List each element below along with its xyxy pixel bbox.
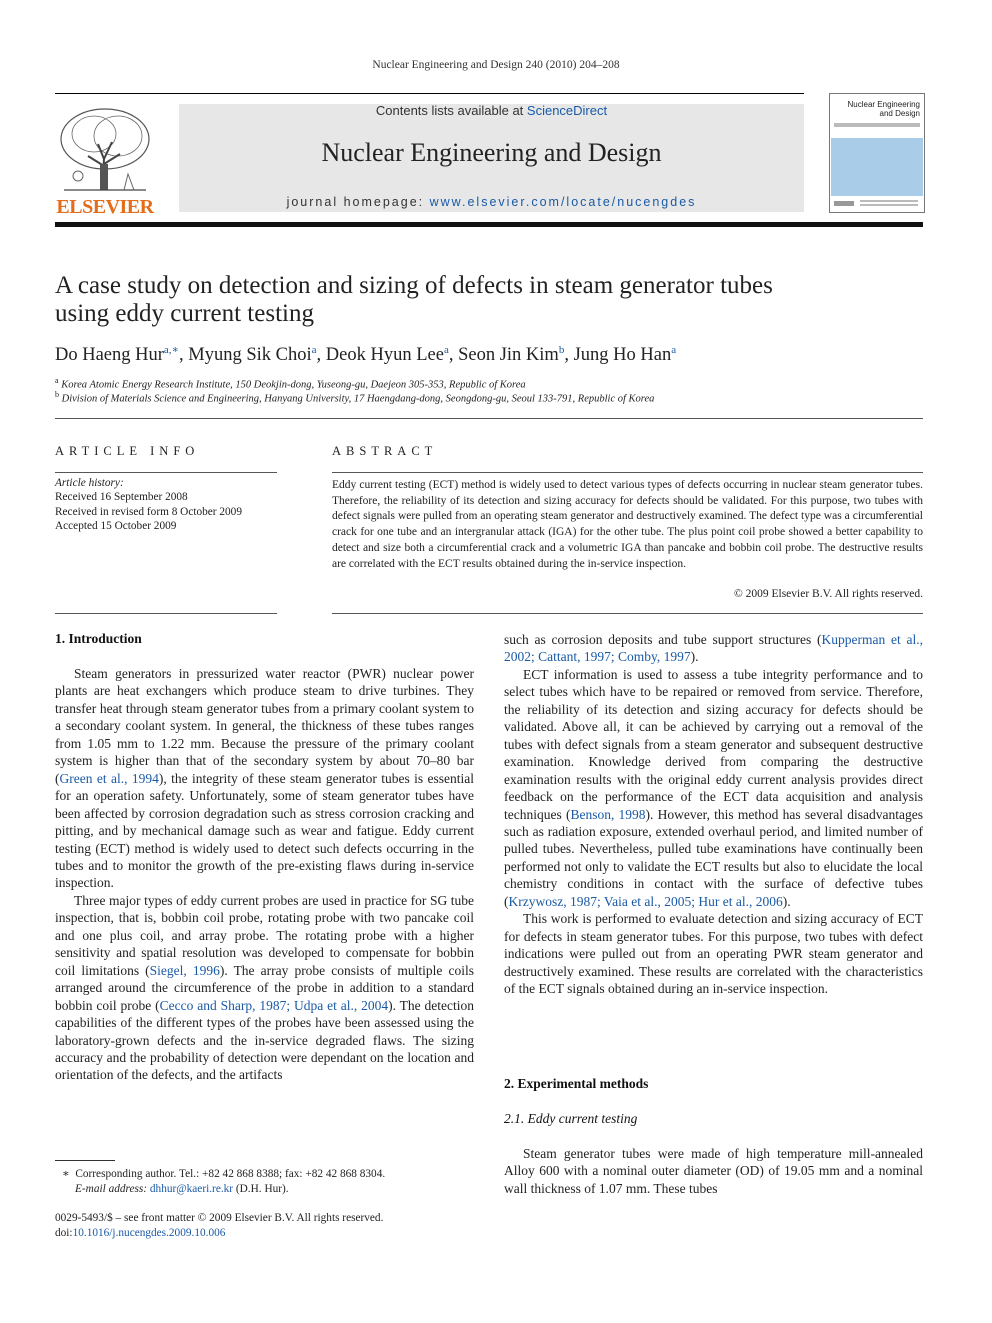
text: Steam generators in pressurized water reactor (PWR) nuclear power plants are heat exchangers which produce steam to drive turbines. They transfer heat through steam generator tubes from a primary coolant system to a secondary coolant system. In general, the thickness of these tubes ranges from 1.05 mm to 1.22 mm. Because the pressure of the primary coolant system is higher than that of the secondary system by about 70–80 bar ( (55, 666, 474, 786)
text: ). The array probe consists of multiple coils arranged around the circumference of the probe in addition to a standard bobbin coil probe ( (55, 962, 474, 1013)
article-history-label: Article history: (55, 477, 124, 489)
corresponding-author-note (62, 1167, 482, 1182)
author-affil-mark[interactable]: a (443, 344, 449, 356)
paragraph: Steam generator tubes were made of high temperature mill-annealed Alloy 600 with a nominal outer diameter (OD) of 19.05 mm and a nominal wall thickness of 1.07 mm. These tubes (504, 1146, 923, 1196)
running-head: Nuclear Engineering and Design 240 (2010) 204–208 (372, 59, 620, 71)
journal-name: Nuclear Engineering and Design (321, 138, 662, 167)
text: Three major types of eddy current probes are used in practice for SG tube inspection, that is, bobbin coil probe, rotating probe with two pancake coil and one plus coil, and array probe. The rotating probe with a higher sensitivity and spatial resolution was developed to compensate for bobbin coil limitations ( (55, 892, 474, 978)
author-list: Do Haeng Hur$^{a,∗}$, Myung Sik Choi$^a$, Deok Hyun Lee$^a$, Seon Jin Kim$^b$, Jung Ho Han$^a$ (55, 344, 677, 366)
citation-link[interactable]: Cecco and Sharp, 1987; Udpa et al., 2004 (159, 997, 389, 1013)
divider (55, 613, 277, 614)
cover-footer-line (860, 204, 918, 206)
citation-link[interactable]: Green et al., 1994 (59, 770, 159, 786)
right-column (504, 631, 923, 998)
author-name: Jung Ho Han (573, 345, 672, 366)
cover-logo-mark (834, 201, 854, 206)
text: ). (690, 649, 699, 665)
email-suffix: (D.H. Hur). (233, 1183, 289, 1195)
homepage-label: journal homepage: (286, 195, 430, 209)
author-affil-mark[interactable]: a (311, 344, 317, 356)
author-name: Seon Jin Kim (458, 345, 559, 366)
author-name: Deok Hyun Lee (325, 345, 444, 366)
cover-subtitle-bar (834, 123, 920, 127)
left-column (55, 665, 474, 1084)
doi-link[interactable]: 10.1016/j.nucengdes.2009.10.006 (72, 1227, 226, 1239)
author-affil-mark[interactable]: a,∗ (163, 344, 180, 356)
footnote-mark: ∗ (62, 1168, 70, 1180)
footnote-text: Corresponding author. Tel.: +82 42 868 8388; fax: +82 42 868 8304. (75, 1168, 386, 1180)
paragraph: This work is performed to evaluate detection and sizing accuracy of ECT for defects in steam generator tubes. For this purpose, two tubes with defect indications were pulled out from an operating PWR steam generator and destructively examined. These results are correlated with the characteristics of the ECT signals obtained during an in-service inspection. (504, 911, 923, 997)
abstract-copyright: © 2009 Elsevier B.V. All rights reserved. (734, 588, 923, 600)
abstract-text: Eddy current testing (ECT) method is widely used to detect various types of defects occurring in nuclear steam generator tubes. Therefore, the reliability of its detection and sizing accuracy for defects should be validated. For this purpose, two tubes with defect signals were pulled from an operating steam generator and destructively examined. The defect type was a circumferential crack for one tube and an intergranular attack (IGA) for the other tube. The plus point coil probe showed a better capability to detect and size both a circumferential crack and a volumetric IGA than pancake and bobbin coil probe. The destructive results are correlated with the ECT results obtained during the in-service inspection. (332, 479, 923, 570)
journal-cover-thumbnail (829, 93, 925, 213)
affiliation-text: Korea Atomic Energy Research Institute, 150 Deokjin-dong, Yuseong-gu, Daejeon 305-353, Republic of Korea (61, 379, 526, 391)
affiliation-text: Division of Materials Science and Engineering, Hanyang University, 17 Haengdang-dong, Seongdong-gu, Seoul 133-791, Republic of Korea (61, 393, 655, 405)
section-2-1-heading: 2.1. Eddy current testing (504, 1111, 638, 1126)
citation-link[interactable]: Siegel, 1996 (149, 962, 220, 978)
author-affil-mark[interactable]: b (558, 344, 565, 356)
contents-line (179, 103, 804, 118)
affiliation-mark: a (55, 376, 59, 385)
elsevier-wordmark: ELSEVIER (56, 196, 154, 218)
text: such as corrosion deposits and tube support structures ( (504, 632, 822, 647)
divider (332, 472, 923, 473)
article-info-heading: ARTICLE INFO (55, 444, 200, 458)
cover-footer-line (860, 200, 918, 202)
doi-line (55, 1226, 485, 1241)
article-title: A case study on detection and sizing of defects in steam generator tubes using eddy current testing (55, 272, 773, 327)
affiliation-mark: b (55, 390, 59, 399)
cover-image-block (831, 138, 923, 196)
text: ). The detection capabilities of the different types of the probes have been assessed using the laboratory-grown defects and the in-service degraded flaws. The sizing accuracy and the probability of detection were dependant on the location and orientation of the defects, and the artifacts (55, 997, 474, 1083)
section-1-heading: 1. Introduction (55, 631, 142, 646)
revised-date: Received in revised form 8 October 2009 (55, 506, 242, 518)
text: ). However, this method has several disadvantages such as radiation exposure, extended overhaul period, and limited number of pulled tubes. Nevertheless, pulled tube examinations have continually been performed not only to validate the ECT results but also to elucidate the local chemistry conditions in contact with the surface of defective tubes ( (504, 806, 923, 909)
doi-label: doi: (55, 1227, 73, 1239)
text: ). (782, 893, 791, 909)
divider (332, 613, 923, 614)
email-label: E-mail address: (75, 1183, 150, 1195)
abstract-heading: ABSTRACT (332, 444, 438, 458)
email-link[interactable]: dhhur@kaeri.re.kr (149, 1183, 234, 1195)
received-date: Received 16 September 2008 (55, 491, 188, 503)
email-note (75, 1182, 495, 1197)
text: ECT information is used to assess a tube integrity performance and to select tubes which have to be repaired or removed from service. Therefore, the reliability of its detection and sizing accuracy for defects should be validated. Above all, it can be achieved by carrying out a removal of the tubes with defect signals from a steam generator and subsequent destructive examination. Knowledge derived from comparing the destructive examination results with the original eddy current analysis provides direct feedback on the performance of the ECT data acquisition and analysis techniques ( (504, 666, 923, 822)
author-affil-mark[interactable]: a (671, 344, 677, 356)
citation-link[interactable]: Kupperman et al., 2002; Cattant, 1997; Comby, 1997 (504, 632, 923, 665)
contents-prefix: Contents lists available at (375, 103, 527, 118)
header-thick-rule (55, 222, 923, 227)
paragraph (55, 892, 474, 1084)
journal-homepage (179, 195, 804, 209)
divider (55, 472, 277, 473)
section-2-heading: 2. Experimental methods (504, 1076, 649, 1091)
accepted-date: Accepted 15 October 2009 (55, 520, 177, 532)
paragraph (55, 665, 474, 892)
text: ), the integrity of these steam generator tubes is essential for an operation safety. Unfortunately, some of steam generator tubes have been affected by corrosion degradation such as stress corrosion cracking and pitting, and by mechanical damage such as wear and fatigue. Eddy current testing (ECT) method is widely used to detect such defects occurring in the tubes and to monitor the growth of the pre-existing flaws during in-service inspection. (55, 770, 474, 891)
footnote-rule (55, 1160, 115, 1161)
homepage-link[interactable]: www.elsevier.com/locate/nucengdes (429, 195, 697, 209)
author-name: Do Haeng Hur (55, 345, 164, 366)
sciencedirect-link[interactable]: ScienceDirect (526, 103, 608, 118)
cover-title: Nuclear Engineering and Design (847, 100, 920, 118)
citation-link[interactable]: Krzywosz, 1987; Vaia et al., 2005; Hur et al., 2006 (508, 893, 783, 909)
issn-line: 0029-5493/$ – see front matter © 2009 Elsevier B.V. All rights reserved. (55, 1212, 384, 1224)
affiliation-b (55, 390, 923, 405)
affiliation-a (55, 376, 923, 391)
author-name: Myung Sik Choi (188, 345, 312, 366)
paragraph (504, 631, 923, 666)
paragraph (504, 666, 923, 910)
right-column-continued (504, 1145, 923, 1197)
citation-link[interactable]: Benson, 1998 (570, 806, 646, 822)
divider (55, 418, 923, 419)
header-rule (55, 93, 804, 94)
